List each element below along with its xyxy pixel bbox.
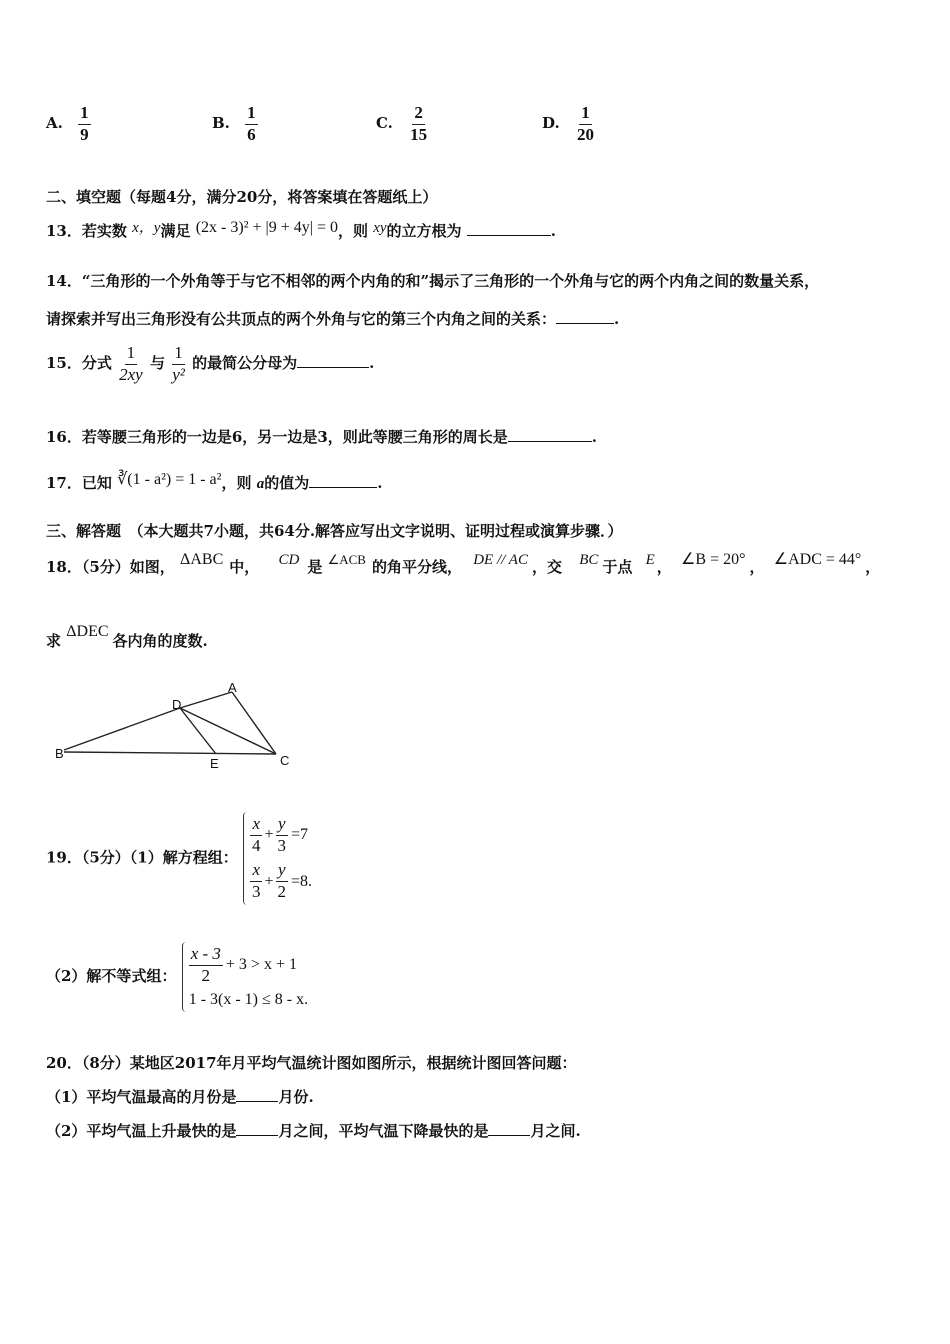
numerator: 1 [245, 104, 258, 125]
q20-text: 月之间，平均气温下降最快的是 [278, 1122, 489, 1140]
q18-angle-adc: ∠ADC = 44° [773, 551, 862, 568]
q19-label: （2）解不等式组： [46, 967, 177, 986]
section-3-heading: 三、解答题 （本大题共7小题，共64分.解答应写出文字说明、证明过程或演算步骤．） [46, 522, 623, 540]
choice-a [46, 104, 91, 144]
q18-text: 中， [229, 558, 260, 576]
question-18-line2 [46, 623, 208, 651]
q20-text: 月之间. [530, 1122, 581, 1140]
q17-text: 的值为 [264, 474, 310, 492]
q15-text: 与 [149, 354, 165, 373]
answer-blank[interactable] [297, 367, 369, 368]
equation-2 [250, 861, 312, 901]
question-20-line1: 20．（8分）某地区2017年月平均气温统计图如图所示，根据统计图回答问题： [46, 1054, 577, 1072]
q18-comma: ， [865, 558, 881, 576]
section-2-heading: 二、填空题（每题4分，满分20分，将答案填在答题纸上） [46, 188, 438, 206]
question-18-line1 [46, 551, 881, 577]
q18-comma: ， [656, 558, 672, 576]
period: . [550, 222, 557, 240]
fraction [250, 861, 263, 901]
numerator: 1 [579, 104, 592, 125]
period: . [591, 428, 597, 446]
q19-label: 19．（5分）（1）解方程组： [46, 848, 238, 867]
q13-expression: (2x - 3)² + |9 + 4y| = 0 [195, 219, 338, 236]
rhs: =7 [291, 826, 309, 844]
choice-d [542, 104, 596, 144]
fraction [575, 104, 596, 144]
denominator: 3 [277, 835, 287, 855]
q20-text: （1）平均气温最高的月份是 [46, 1088, 237, 1106]
label-c: C [280, 753, 290, 768]
answer-blank[interactable] [508, 441, 592, 442]
question-19-part2 [46, 942, 308, 1012]
q16-text: 16．若等腰三角形的一边是6，另一边是3，则此等腰三角形的周长是 [46, 428, 508, 446]
segment-bd [64, 708, 180, 750]
q18-de-parallel-ac: DE // AC [473, 552, 528, 568]
choice-letter: A. [46, 114, 63, 133]
q18-cd: CD [278, 552, 300, 568]
answer-blank[interactable] [236, 1135, 278, 1136]
triangle-figure [50, 678, 300, 774]
q17-number: 17．已知 [46, 474, 112, 492]
q17-expression: ∛(1 - a²) = 1 - a² [117, 471, 222, 488]
q15-number: 15．分式 [46, 354, 112, 373]
choice-letter: B. [212, 114, 230, 133]
denominator: 15 [410, 124, 428, 144]
q20-text: （2）平均气温上升最快的是 [46, 1122, 237, 1140]
question-15 [46, 344, 374, 384]
q18-comma: ， [749, 558, 765, 576]
denominator: y² [172, 364, 185, 384]
denominator: 3 [251, 882, 261, 902]
choice-letter: D. [542, 114, 560, 133]
label-a: A [228, 680, 237, 695]
q18-text: 的角平分线， [371, 558, 462, 576]
q17-var-a: a [256, 476, 265, 492]
inequality-2 [189, 991, 308, 1009]
q18-number: 18．（5分）如图， [46, 558, 175, 576]
fraction [276, 861, 289, 901]
fraction-1-over-y2 [170, 344, 187, 384]
q18-text: ，交 [531, 558, 562, 576]
period: . [369, 354, 375, 373]
numerator: y [276, 815, 288, 836]
q13-vars: x，y [132, 220, 161, 236]
numerator: x [250, 815, 262, 836]
operator: + [264, 826, 274, 844]
q18-triangle-abc: ΔABC [180, 551, 224, 568]
numerator: 1 [172, 344, 185, 365]
q13-text: 满足 [160, 222, 191, 240]
numerator: 2 [412, 104, 425, 125]
question-20-line2 [46, 1086, 314, 1107]
q18-bc: BC [579, 552, 599, 568]
fraction [78, 104, 91, 144]
answer-blank[interactable] [236, 1101, 278, 1102]
label-e: E [210, 756, 219, 771]
question-14-line2 [46, 308, 619, 329]
denominator: 6 [247, 124, 256, 144]
numerator: x [250, 861, 262, 882]
q18-angle-acb: ∠ACB [327, 552, 366, 567]
question-16 [46, 426, 597, 447]
fraction [250, 815, 263, 855]
answer-blank[interactable] [556, 323, 614, 324]
q18-text: 各内角的度数. [112, 632, 208, 650]
answer-blank[interactable] [467, 235, 551, 236]
segment-ac [232, 692, 276, 754]
q14-text: 请探索并写出三角形没有公共顶点的两个外角与它的第三个内角之间的关系： [46, 310, 557, 328]
denominator: 2 [277, 882, 287, 902]
segment-bc [64, 752, 276, 754]
denominator: 4 [251, 835, 261, 855]
question-20-line3 [46, 1120, 581, 1141]
question-14-line1: 14．“三角形的一个外角等于与它不相邻的两个内角的和”揭示了三角形的一个外角与它的两个内角之间的数量关系， [46, 272, 820, 290]
fraction [408, 104, 429, 144]
fraction [276, 815, 289, 855]
segment-dc [180, 708, 276, 754]
q13-number: 13． [46, 222, 82, 240]
choice-letter: C. [376, 114, 393, 133]
q18-triangle-dec: ΔDEC [66, 623, 109, 640]
question-17 [46, 472, 382, 493]
question-13 [46, 220, 556, 241]
q13-text: 若实数 [81, 222, 127, 240]
q18-text: 于点 [602, 558, 633, 576]
fraction-1-over-2xy [117, 344, 145, 384]
period: . [304, 991, 309, 1009]
operator: + [264, 872, 274, 890]
inequality-system [182, 942, 308, 1012]
equation-1 [250, 815, 312, 855]
denominator: 9 [80, 124, 89, 144]
q13-text: ，则 [337, 222, 368, 240]
q18-point-e: E [645, 552, 655, 568]
inequality-rest: + 3 > x + 1 [225, 956, 297, 974]
rhs: =8 [291, 872, 309, 890]
answer-blank[interactable] [488, 1135, 530, 1136]
denominator: 20 [576, 124, 594, 144]
period: . [614, 310, 620, 328]
numerator: x - 3 [189, 945, 223, 966]
denominator: 2xy [119, 364, 143, 384]
denominator: 2 [201, 965, 211, 985]
inequality-1 [189, 945, 308, 985]
numerator: y [276, 861, 288, 882]
q18-angle-b: ∠B = 20° [681, 551, 746, 568]
answer-blank[interactable] [309, 487, 377, 488]
segment-de [180, 708, 216, 754]
q17-text: ，则 [221, 474, 252, 492]
q18-text: 求 [46, 632, 62, 650]
numerator: 1 [78, 104, 91, 125]
q15-text: 的最简公分母为 [192, 354, 298, 373]
period: . [377, 474, 383, 492]
fraction [189, 945, 223, 985]
equation-system [243, 812, 312, 905]
q18-text: 是 [307, 558, 323, 576]
question-19-part1 [46, 812, 312, 905]
segment-da [180, 692, 232, 708]
fraction [245, 104, 258, 144]
label-b: B [55, 746, 64, 761]
q13-text: 的立方根为 [386, 222, 462, 240]
numerator: 1 [125, 344, 138, 365]
choice-b [212, 104, 258, 144]
inequality-2-text: 1 - 3(x - 1) ≤ 8 - x [188, 991, 305, 1009]
q13-xy: xy [373, 220, 387, 236]
choice-c [376, 104, 429, 144]
q20-text: 月份. [278, 1088, 314, 1106]
label-d: D [172, 697, 182, 712]
period: . [308, 872, 313, 890]
